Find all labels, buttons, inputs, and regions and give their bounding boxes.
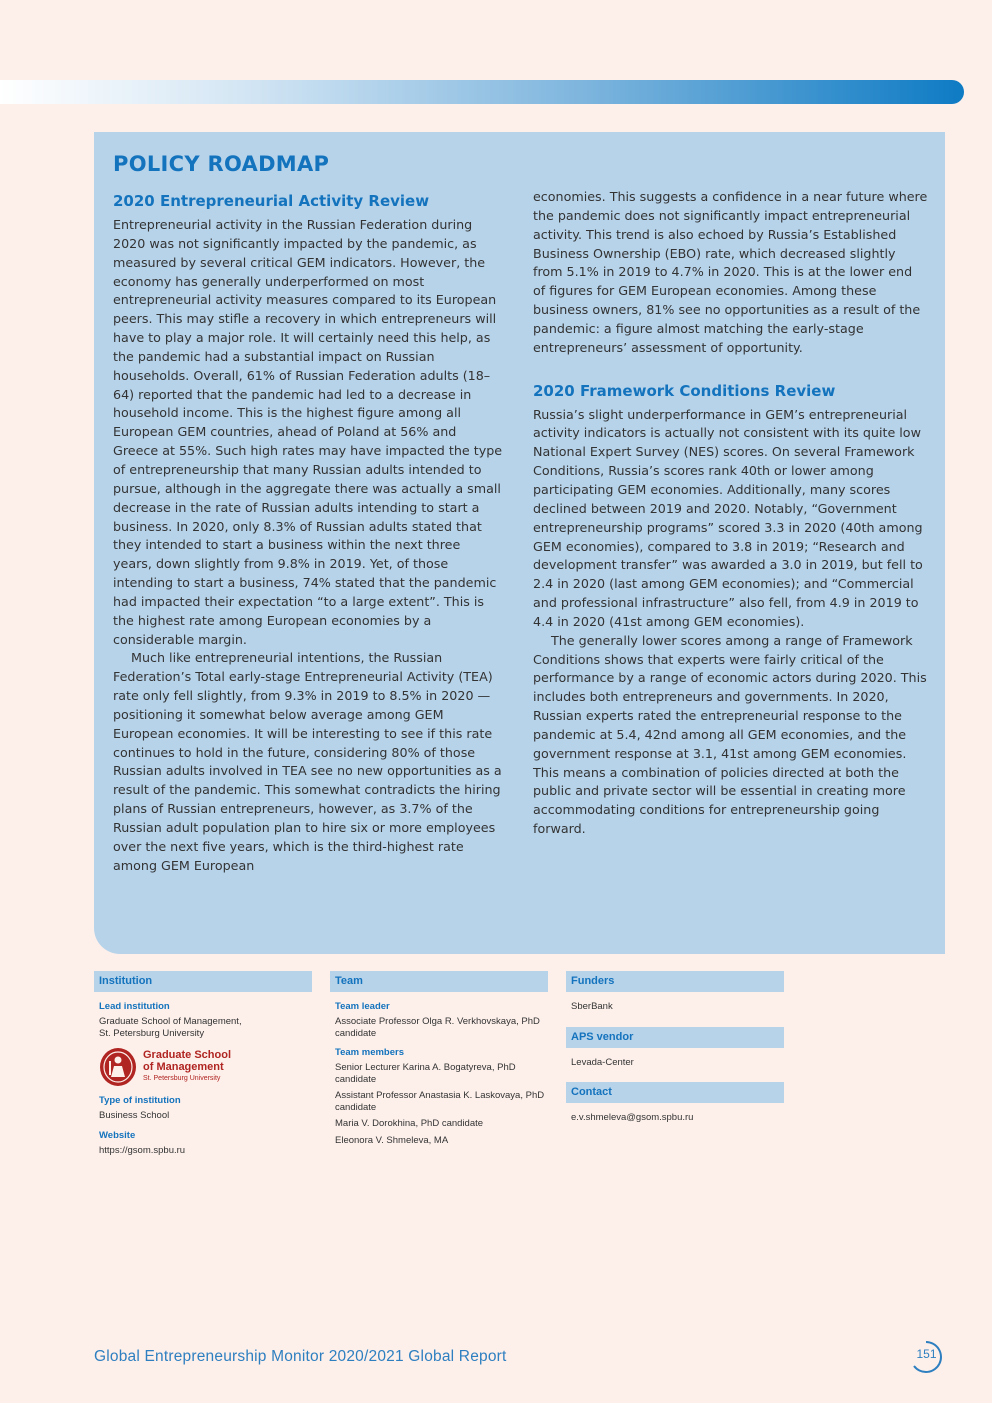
framework-paragraph-2: The generally lower scores among a range of Framework Conditions shows that experts were fairly critical of the performance by a range of economic actors during 2020. This includes both entrepreneurs and governments. In 2020, Russian experts rated the entrepreneurial response to the pandemic at 5.4, 42nd among all GEM economies, and the government response at 3.1, 41st among GEM economies. This means a combination of policies directed at both the public and private sector will be essential in creating more accommodating conditions for entrepreneurship going forward. (533, 632, 927, 837)
activity-paragraph-2: Much like entrepreneurial intentions, the Russian Federation’s Total early-stage Entrepreneurial Activity (TEA) rate only fell slightly, from 9.3% in 2019 to 8.5% in 2020 — positioning it somewhat below average among GEM European economies. It will be interesting to see if this rate continues to hold in the future, considering 80% of those Russian adults involved in TEA see no new opportunities as a result of the pandemic. This somewhat contradicts the hiring plans of Russian entrepreneurs, however, as 3.7% of the Russian adult population plan to hire six or more employees over the next five years, which is the third-highest rate among GEM European (113, 650, 502, 873)
team-members-label: Team members (335, 1047, 404, 1058)
page-number-badge (910, 1340, 946, 1374)
institution-box (94, 971, 312, 1164)
team-member: Maria V. Dorokhina, PhD candidate (335, 1118, 484, 1129)
page-number: 151 (916, 1347, 937, 1361)
page-title: POLICY ROADMAP (113, 152, 330, 176)
activity-paragraph-1: Entrepreneurial activity in the Russian Federation during 2020 was not significantly impacted by the pandemic, as measured by several critical GEM indicators. However, the economy has generally underperformed on most entrepreneurial activity measures compared to its European peers. This may stifle a recovery in which entrepreneurs will have to play a major role. It will certainly need this help, as the pandemic had a substantial impact on Russian households. Overall, 61% of Russian Federation adults (18–64) reported that the pandemic had led to a decrease in household income. This is the highest figure among all European GEM countries, ahead of Poland at 56% and Greece at 55%. Such high rates may have impacted the type of entrepreneurship that many Russian adults intended to pursue, although in the aggregate there was actually a small decrease in the rate of Russian adults intending to start a business. In 2020, only 8.3% of Russian adults stated that they intended to start a business within the next three years, down slightly from 9.8% in 2019. Yet, of those intending to start a business, 74% stated that the pandemic had impacted their expectation “to a large extent”. This is the highest rate among European economies by a considerable margin. (113, 217, 503, 647)
logo-line-3: St. Petersburg University (143, 1075, 221, 1082)
left-column (113, 192, 503, 876)
lead-institution-value (99, 1016, 312, 1039)
team-leader-label: Team leader (335, 1001, 390, 1012)
contact-heading: Contact (566, 1082, 784, 1103)
logo-line-1: Graduate School (143, 1049, 232, 1061)
gsom-logo (99, 1047, 312, 1087)
right-column (533, 188, 928, 839)
gsom-crest-icon (99, 1047, 137, 1087)
activity-paragraph-3: economies. This suggests a confidence in a near future where the pandemic does not significantly impact entrepreneurial activity. This trend is also echoed by Russia’s Established Business Ownership (EBO) rate, which decreased slightly from 5.1% in 2019 to 4.7% in 2020. This is at the lower end of figures for GEM European economies. Among these business owners, 81% see no opportunities as a result of the pandemic: a figure almost matching the early-stage entrepreneurs’ assessment of opportunity. (533, 189, 928, 355)
framework-paragraph-1: Russia’s slight underperformance in GEM’s entrepreneurial activity indicators is actually not consistent with its quite low National Expert Survey (NES) scores. On several Framework Conditions, Russia’s scores rank 40th or lower among participating GEM economies. Additionally, many scores declined between 2019 and 2020. Notably, “Government entrepreneurship programs” scored 3.3 in 2020 (40th among GEM economies), compared to 3.8 in 2019; “Research and development transfer” was awarded a 3.0 in 2019, but fell to 2.4 in 2020 (last among GEM economies); and “Commercial and professional infrastructure” also fell, from 4.9 in 2019 to 4.4 in 2020 (41st among GEM economies). (533, 406, 923, 629)
team-member: Senior Lecturer Karina A. Bogatyreva, PhD candidate (335, 1062, 516, 1085)
gsom-logo-text (143, 1049, 231, 1085)
funders-box (566, 971, 784, 1132)
funders-heading: Funders (566, 971, 784, 992)
type-label: Type of institution (99, 1095, 181, 1106)
funders-value: SberBank (571, 1001, 613, 1012)
lead-institution-label: Lead institution (99, 1001, 170, 1012)
website-link[interactable]: https://gsom.spbu.ru (99, 1144, 186, 1156)
contact-email[interactable]: e.v.shmeleva@gsom.spbu.ru (571, 1112, 694, 1123)
activity-review-heading: 2020 Entrepreneurial Activity Review (113, 192, 430, 210)
team-leader-value: Associate Professor Olga R. Verkhovskaya, PhD candidate (335, 1016, 540, 1039)
logo-line-2: of Management (143, 1061, 224, 1073)
team-member: Assistant Professor Anastasia K. Laskovaya, PhD candidate (335, 1090, 545, 1113)
team-member: Eleonora V. Shmeleva, MA (335, 1134, 449, 1146)
institution-heading: Institution (94, 971, 312, 992)
header-gradient-bar (0, 80, 964, 104)
website-label: Website (99, 1129, 136, 1141)
lead-institution-line-1: Graduate School of Management, (99, 1016, 242, 1027)
report-title-footer: Global Entrepreneurship Monitor 2020/2021 Global Report (94, 1348, 507, 1365)
framework-review-heading: 2020 Framework Conditions Review (533, 381, 836, 400)
team-box (330, 971, 548, 1154)
aps-vendor-value: Levada-Center (571, 1056, 634, 1068)
policy-roadmap-panel (94, 132, 945, 954)
team-heading: Team (330, 971, 548, 992)
type-value: Business School (99, 1110, 170, 1121)
aps-vendor-heading: APS vendor (566, 1027, 784, 1048)
lead-institution-line-2: St. Petersburg University (99, 1027, 205, 1039)
